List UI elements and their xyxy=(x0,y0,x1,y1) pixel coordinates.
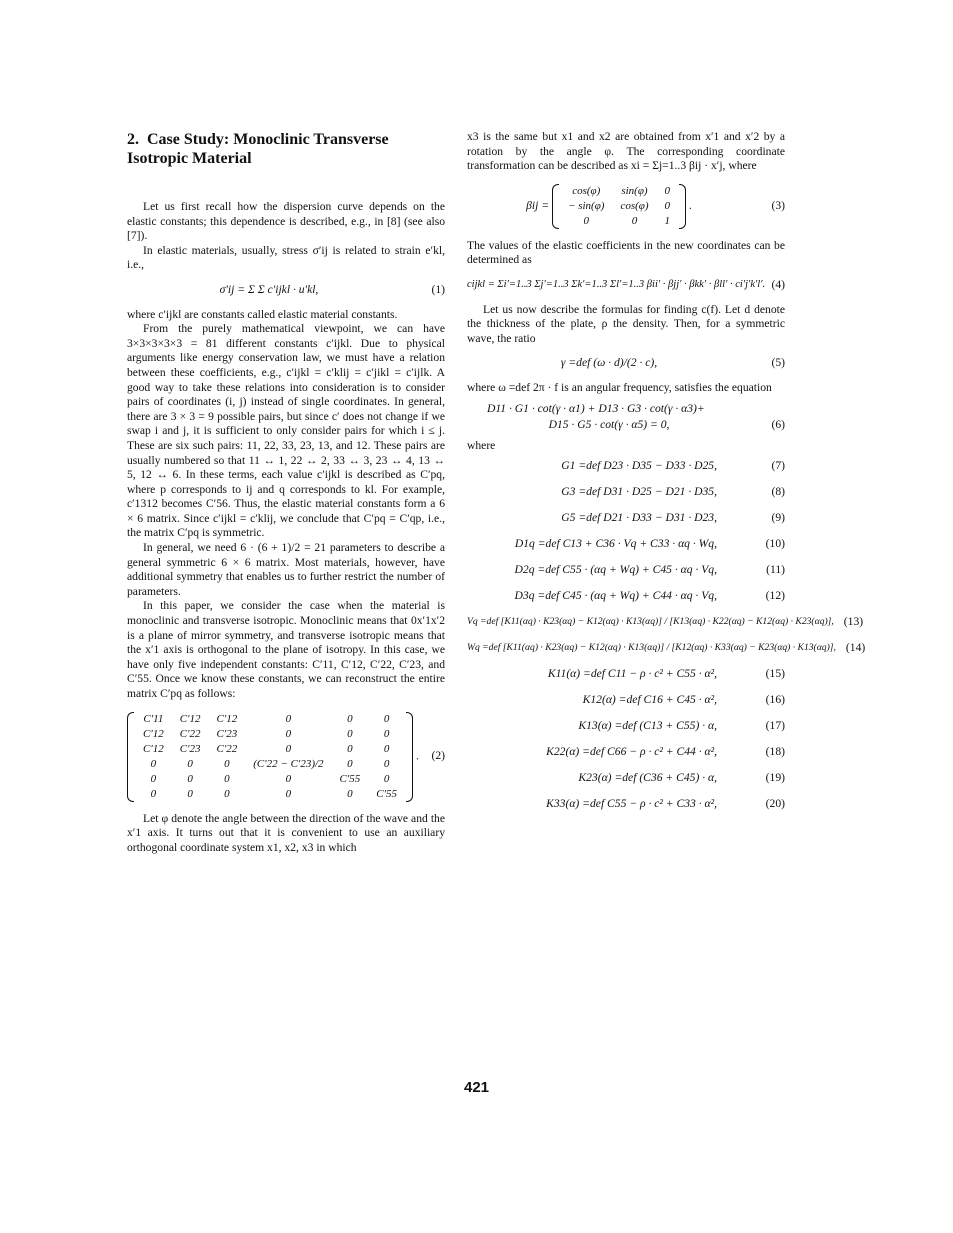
rotation-matrix xyxy=(552,184,686,229)
equation-text: Vq =def [K11(αq) · K23(αq) − K12(αq) · K13(αq)] / [K13(αq) · K22(αq) − K12(αq) · K23(αq)], xyxy=(467,616,834,628)
equation-text: G5 =def D21 · D33 − D31 · D23, xyxy=(561,511,717,525)
matrix-cell: 0 xyxy=(347,757,353,770)
equation-text: K23(α) =def (C36 + C45) · α, xyxy=(578,771,717,785)
where-label: where xyxy=(467,438,496,452)
matrix-cell: C′55 xyxy=(339,772,361,785)
matrix-cell: 0 xyxy=(583,214,589,227)
equation-text: G3 =def D31 · D25 − D21 · D35, xyxy=(561,485,717,499)
matrix-cell: 0 xyxy=(150,787,157,800)
matrix-cell: 0 xyxy=(187,757,193,770)
matrix-row xyxy=(560,214,678,229)
paragraph: In elastic materials, usually, stress σ′ij is related to strain e′kl, i.e., xyxy=(127,243,445,272)
equation-text: K11(α) =def C11 − ρ · c² + C55 · α², xyxy=(547,667,717,681)
equation-2 xyxy=(127,712,445,802)
equation-number: (6) xyxy=(771,418,785,432)
stiffness-matrix xyxy=(127,712,413,802)
equation-3 xyxy=(467,184,785,229)
equation-text: K22(α) =def C66 − ρ · c² + C44 · α², xyxy=(546,745,717,759)
page-number: 421 xyxy=(463,1079,490,1096)
matrix-cell: C′23 xyxy=(216,727,238,740)
matrix-row xyxy=(135,742,405,757)
equation-text: σ′ij = Σ Σ c′ijkl · u′kl, xyxy=(219,282,319,296)
equation-text: Wq =def [K11(αq) · K23(αq) − K12(αq) · K13(αq)] / [K12(αq) · K33(αq) − K23(αq) · K13(αq)], xyxy=(467,642,836,654)
equation-1 xyxy=(127,283,445,298)
equation-text: D11 · G1 · cot(γ · α1) + D13 · G3 · cot(γ · α3)+ xyxy=(487,401,705,415)
matrix-row xyxy=(560,199,678,214)
matrix-row xyxy=(135,787,405,802)
equation-11 xyxy=(467,557,785,583)
matrix-cell: cos(φ) xyxy=(620,199,649,212)
equation-number: (19) xyxy=(765,771,785,785)
equation-8 xyxy=(467,479,785,505)
matrix-cell: 0 xyxy=(285,712,292,725)
equation-17 xyxy=(467,713,785,739)
matrix-cell: 0 xyxy=(347,727,353,740)
equation-list xyxy=(467,453,866,817)
equation-text: γ =def (ω · d)/(2 · c), xyxy=(560,356,658,370)
matrix-cell: 0 xyxy=(224,757,230,770)
matrix-cell: C′12 xyxy=(143,727,164,740)
matrix-cell: 0 xyxy=(347,787,353,800)
matrix-row xyxy=(135,772,405,787)
matrix-cell: 0 xyxy=(285,742,292,755)
matrix-table xyxy=(135,712,405,802)
equation-19 xyxy=(467,765,785,791)
equation-number: (7) xyxy=(771,459,785,473)
equation-lhs: βij = xyxy=(526,198,550,212)
equation-number: (1) xyxy=(431,282,445,296)
equation-text: D3q =def C45 · (αq + Wq) + C44 · αq · Vq, xyxy=(514,589,717,603)
matrix-cell: 0 xyxy=(631,214,638,227)
matrix-cell: 0 xyxy=(285,787,292,800)
matrix-cell: 0 xyxy=(383,772,390,785)
equation-12 xyxy=(467,583,785,609)
paragraph: where ω =def 2π · f is an angular frequency, satisfies the equation xyxy=(467,380,772,394)
equation-text: D15 · G5 · cot(γ · α5) = 0, xyxy=(548,418,670,432)
matrix-cell: C′23 xyxy=(179,742,201,755)
paragraph: Let us first recall how the dispersion curve depends on the elastic constants; this dependence is described, e.g., in [8] (see also [7]). xyxy=(127,200,445,243)
paragraph: The values of the elastic coefficients in the new coordinates can be determined as xyxy=(467,238,785,267)
equation-number: (2) xyxy=(431,749,445,763)
equation-text: D1q =def C13 + C36 · Vq + C33 · αq · Wq, xyxy=(514,537,717,551)
equation-number: (9) xyxy=(771,511,785,525)
matrix-table xyxy=(560,184,678,229)
equation-body xyxy=(127,283,411,298)
equation-text: cijkl = Σi′=1..3 Σj′=1..3 Σk′=1..3 Σl′=1..3 βii′ · βjj′ · βkk′ · βll′ · ci′j′k′l′. xyxy=(467,278,766,290)
equation-18 xyxy=(467,739,785,765)
equation-number: (20) xyxy=(765,797,785,811)
right-column xyxy=(467,130,866,817)
matrix-cell: 0 xyxy=(347,742,353,755)
equation-20 xyxy=(467,791,785,817)
matrix-cell: 0 xyxy=(187,787,193,800)
matrix-cell: 0 xyxy=(285,727,292,740)
equation-number: (10) xyxy=(765,537,785,551)
equation-15 xyxy=(467,661,785,687)
matrix-cell: C′12 xyxy=(143,742,164,755)
matrix-cell: C′22 xyxy=(179,727,201,740)
matrix-cell: 0 xyxy=(383,757,390,770)
section-number: 2. xyxy=(127,131,139,148)
matrix-cell: (C′22 − C′23)/2 xyxy=(253,757,324,770)
matrix-row xyxy=(135,757,405,772)
matrix-cell: cos(φ) xyxy=(572,184,601,197)
paragraph: x3 is the same but x1 and x2 are obtained from x′1 and x′2 by a rotation by the angle φ. The corresponding coordinate transformation can be described as xi = Σj=1..3 βij · x′j, where xyxy=(467,130,785,173)
paragraph: From the purely mathematical viewpoint, we can have 3×3×3×3×3 = 81 different constants c′ijkl. Due to physical arguments like energy conservation law, we must have a relation between these coefficients, e.g., c′ijkl = c′klij = c′jikl = c′ijlk. A good way to take these relations into consideration is to consider pairs of coordinates (i, j) instead of single coordinates. In general, there are 3 × 3 = 9 possible pairs, but since c′ does not change if we swap i and j, it is sufficient to only consider pairs for which i ≤ j. These are six such pairs: 11, 22, 33, 23, 13, and 12. These pairs are usually numbered so that 11 ↔ 1, 22 ↔ 2, 33 ↔ 3, 23 ↔ 4, 13 ↔ 5, 12 ↔ 6. In these terms, each value c′ijkl is described as C′pq, where p corresponds to ij and q corresponds to kl. For example, c′1312 becomes C′56. Thus, the elastic material constants form a 6 × 6 matrix. Since c′ijkl = c′klij, we conclude that C′pq = C′qp, i.e., the matrix C′pq is symmetric. xyxy=(127,322,445,540)
equation-5 xyxy=(467,356,785,371)
matrix-cell: 0 xyxy=(383,712,390,725)
equation-14 xyxy=(467,635,866,661)
matrix-cell: 0 xyxy=(347,712,353,725)
matrix-cell: 0 xyxy=(383,727,390,740)
matrix-cell: C′55 xyxy=(376,787,398,800)
equation-body: βij = cos(φ) sin(φ) 0 − sin(φ) cos(φ) 0 0 0 1 . xyxy=(526,184,692,227)
equation-16 xyxy=(467,687,785,713)
equation-number: (3) xyxy=(771,198,785,212)
equation-9 xyxy=(467,505,785,531)
paragraph: Let φ denote the angle between the direction of the wave and the x′1 axis. It turns out that it is convenient to use an auxiliary orthogonal coordinate system x1, x2, x3 in which xyxy=(127,811,445,854)
matrix-cell: 0 xyxy=(150,772,157,785)
equation-7 xyxy=(467,453,785,479)
equation-number: (13) xyxy=(843,615,864,629)
section-heading xyxy=(127,130,445,168)
matrix-row xyxy=(135,712,405,727)
equation-number: (14) xyxy=(845,641,866,655)
equation-text: K33(α) =def C55 − ρ · c² + C33 · α², xyxy=(546,797,717,811)
equation-number: (8) xyxy=(771,485,785,499)
equation-number: (4) xyxy=(771,277,785,291)
section-title: Case Study: Monoclinic Transverse Isotropic Material xyxy=(127,131,389,167)
equation-number: (15) xyxy=(765,667,785,681)
matrix-cell: C′22 xyxy=(216,742,238,755)
equation-number: (18) xyxy=(765,745,785,759)
equation-6b xyxy=(467,418,785,433)
matrix-cell: 0 xyxy=(383,742,390,755)
equation-text: K13(α) =def (C13 + C55) · α, xyxy=(578,719,717,733)
matrix-row xyxy=(135,727,405,742)
matrix-cell: 0 xyxy=(664,199,671,212)
equation-text: G1 =def D23 · D35 − D33 · D25, xyxy=(561,459,717,473)
equation-number: (17) xyxy=(765,719,785,733)
matrix-cell: 0 xyxy=(224,772,230,785)
paragraph: where c′ijkl are constants called elastic material constants. xyxy=(127,307,398,321)
matrix-cell: C′12 xyxy=(216,712,238,725)
matrix-cell: 1 xyxy=(664,214,671,227)
paragraph: In general, we need 6 · (6 + 1)/2 = 21 parameters to describe a general symmetric 6 × 6 matrix. Most materials, however, have additional symmetry that enables us to further restrict the number of parameters. xyxy=(127,541,445,598)
equation-number: (11) xyxy=(766,563,785,577)
equation-13 xyxy=(467,609,864,635)
matrix-row xyxy=(560,184,678,199)
equation-body: C′11 C′12 C′12 0 0 0 C′12 C′22 C′23 0 0 0 C′12 C′23 C′22 0 0 0 0 0 0 (C′22 − C′23)/2 0 0 0 0 0 0 C′55 0 0 0 0 0 0 C′55 . xyxy=(127,712,419,802)
equation-number: (12) xyxy=(765,589,785,603)
equation-number: (5) xyxy=(771,356,785,370)
matrix-cell: 0 xyxy=(224,787,230,800)
equation-10 xyxy=(467,531,785,557)
equation-4 xyxy=(467,278,785,293)
matrix-cell: 0 xyxy=(187,772,193,785)
matrix-cell: 0 xyxy=(664,184,671,197)
matrix-cell: C′11 xyxy=(143,712,164,725)
matrix-cell: 0 xyxy=(285,772,292,785)
matrix-cell: − sin(φ) xyxy=(568,199,605,212)
matrix-cell: 0 xyxy=(150,757,157,770)
equation-number: (16) xyxy=(765,693,785,707)
left-column xyxy=(127,130,445,855)
paragraph: In this paper, we consider the case when the material is monoclinic and transverse isotropic. Monoclinic means that 0x′1x′2 is a plane of mirror symmetry, and transverse isotropic means that the x′1 axis is orthogonal to the plane of isotropy. In this case, we have only five independent constants: C′11, C′12, C′22, C′23, and C′55. Once we know these constants, we can reconstruct the entire matrix C′pq as follows: xyxy=(127,599,445,700)
paragraph: Let us now describe the formulas for finding c(f). Let d denote the thickness of the plate, ρ the density. Then, for a symmetric wave, the ratio xyxy=(467,302,785,345)
equation-6a xyxy=(467,402,785,417)
matrix-cell: sin(φ) xyxy=(621,184,648,197)
equation-text: D2q =def C55 · (αq + Wq) + C45 · αq · Vq, xyxy=(514,563,717,577)
matrix-cell: C′12 xyxy=(179,712,201,725)
equation-text: K12(α) =def C16 + C45 · α², xyxy=(582,693,717,707)
